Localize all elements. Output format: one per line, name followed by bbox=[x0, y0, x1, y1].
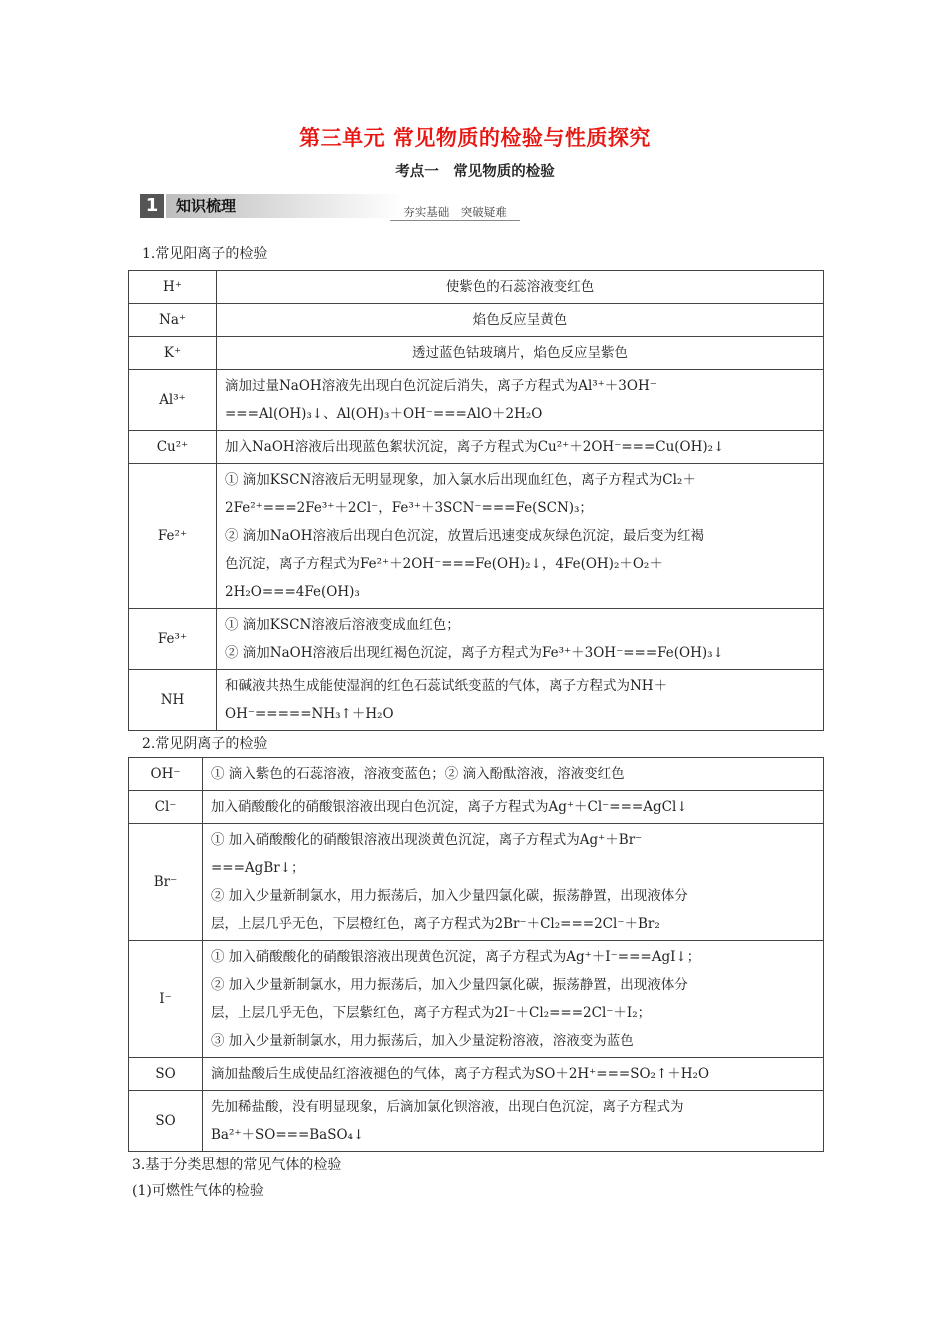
banner-number: 1 bbox=[140, 194, 164, 218]
ion-cell: Al³⁺ bbox=[129, 370, 217, 431]
ion-cell: OH⁻ bbox=[129, 758, 203, 791]
cation-table bbox=[128, 270, 824, 731]
test-description-cell bbox=[203, 791, 824, 824]
ion-cell: SO bbox=[129, 1091, 203, 1152]
description-line: OH⁻=====NH₃↑＋H₂O bbox=[225, 706, 394, 722]
test-description-cell bbox=[203, 758, 824, 791]
description-line: ===Al(OH)₃↓、Al(OH)₃＋OH⁻===AlO＋2H₂O bbox=[225, 406, 543, 422]
description-line: ③ 加入少量新制氯水，用力振荡后，加入少量淀粉溶液，溶液变为蓝色 bbox=[211, 1033, 634, 1049]
table-row bbox=[129, 941, 824, 1058]
test-description-cell bbox=[203, 941, 824, 1058]
anion-heading: 2.常见阴离子的检验 bbox=[142, 736, 268, 752]
description-line: 2H₂O===4Fe(OH)₃ bbox=[225, 584, 360, 600]
test-description-cell bbox=[217, 670, 824, 731]
cation-heading: 1.常见阳离子的检验 bbox=[142, 246, 268, 262]
table-row bbox=[129, 1091, 824, 1152]
test-description-cell bbox=[203, 1058, 824, 1091]
table-row bbox=[129, 670, 824, 731]
ion-cell: Fe²⁺ bbox=[129, 464, 217, 609]
ion-cell: H⁺ bbox=[129, 271, 217, 304]
description-line: ① 加入硝酸酸化的硝酸银溶液出现黄色沉淀，离子方程式为Ag⁺＋I⁻===AgI↓； bbox=[211, 949, 701, 965]
test-description-cell bbox=[203, 824, 824, 941]
description-line: 焰色反应呈黄色 bbox=[472, 312, 568, 328]
description-line: 层，上层几乎无色，下层紫红色，离子方程式为2I⁻＋Cl₂===2Cl⁻＋I₂； bbox=[211, 1005, 652, 1021]
test-description-cell bbox=[217, 271, 824, 304]
description-line: ① 滴入紫色的石蕊溶液，溶液变蓝色；② 滴入酚酞溶液，溶液变红色 bbox=[211, 766, 625, 782]
description-line: Ba²⁺＋SO===BaSO₄↓ bbox=[211, 1127, 365, 1143]
table-row bbox=[129, 609, 824, 670]
gas-heading: 3.基于分类思想的常见气体的检验 bbox=[132, 1157, 342, 1173]
test-description-cell bbox=[217, 609, 824, 670]
table-row bbox=[129, 271, 824, 304]
anion-table bbox=[128, 757, 824, 1152]
table-row bbox=[129, 304, 824, 337]
description-line: 先加稀盐酸，没有明显现象，后滴加氯化钡溶液，出现白色沉淀，离子方程式为 bbox=[211, 1099, 684, 1115]
description-line: 使紫色的石蕊溶液变红色 bbox=[445, 279, 595, 295]
description-line: ② 滴加NaOH溶液后出现白色沉淀，放置后迅速变成灰绿色沉淀，最后变为红褐 bbox=[225, 528, 704, 544]
table-row bbox=[129, 758, 824, 791]
description-line: 层，上层几乎无色，下层橙红色，离子方程式为2Br⁻＋Cl₂===2Cl⁻＋Br₂ bbox=[211, 916, 660, 932]
banner-label: 知识梳理 bbox=[176, 197, 237, 215]
ion-cell: I⁻ bbox=[129, 941, 203, 1058]
description-line: 2Fe²⁺===2Fe³⁺＋2Cl⁻，Fe³⁺＋3SCN⁻===Fe(SCN)₃； bbox=[225, 500, 593, 516]
description-line: ② 滴加NaOH溶液后出现红褐色沉淀，离子方程式为Fe³⁺＋3OH⁻===Fe(OH)₃↓ bbox=[225, 645, 724, 661]
description-line: 滴加过量NaOH溶液先出现白色沉淀后消失，离子方程式为Al³⁺＋3OH⁻ bbox=[225, 378, 657, 394]
table-row bbox=[129, 431, 824, 464]
test-description-cell bbox=[217, 464, 824, 609]
table-row bbox=[129, 337, 824, 370]
ion-cell: Na⁺ bbox=[129, 304, 217, 337]
test-description-cell bbox=[217, 431, 824, 464]
description-line: ① 滴加KSCN溶液后无明显现象，加入氯水后出现血红色，离子方程式为Cl₂＋ bbox=[225, 472, 696, 488]
ion-cell: Br⁻ bbox=[129, 824, 203, 941]
description-line: 加入硝酸酸化的硝酸银溶液出现白色沉淀，离子方程式为Ag⁺＋Cl⁻===AgCl↓ bbox=[211, 799, 688, 815]
description-line: 加入NaOH溶液后出现蓝色絮状沉淀，离子方程式为Cu²⁺＋2OH⁻===Cu(OH)₂↓ bbox=[225, 439, 725, 455]
ion-cell: Cu²⁺ bbox=[129, 431, 217, 464]
table-row bbox=[129, 464, 824, 609]
description-line: ② 加入少量新制氯水，用力振荡后，加入少量四氯化碳，振荡静置，出现液体分 bbox=[211, 888, 688, 904]
test-description-cell bbox=[217, 304, 824, 337]
test-description-cell bbox=[217, 337, 824, 370]
ion-cell: SO bbox=[129, 1058, 203, 1091]
description-line: 和碱液共热生成能使湿润的红色石蕊试纸变蓝的气体，离子方程式为NH＋ bbox=[225, 678, 668, 694]
description-line: 色沉淀，离子方程式为Fe²⁺＋2OH⁻===Fe(OH)₂↓，4Fe(OH)₂＋O₂＋ bbox=[225, 556, 663, 572]
test-description-cell bbox=[217, 370, 824, 431]
section-banner bbox=[140, 192, 520, 222]
ion-cell: Cl⁻ bbox=[129, 791, 203, 824]
table-row bbox=[129, 824, 824, 941]
table-row bbox=[129, 370, 824, 431]
banner-tag: 夯实基础 突破疑难 bbox=[390, 204, 520, 221]
description-line: ① 滴加KSCN溶液后溶液变成血红色； bbox=[225, 617, 460, 633]
description-line: ② 加入少量新制氯水，用力振荡后，加入少量四氯化碳，振荡静置，出现液体分 bbox=[211, 977, 688, 993]
table-row bbox=[129, 1058, 824, 1091]
page-title: 第三单元 常见物质的检验与性质探究 bbox=[299, 126, 651, 150]
description-line: 滴加盐酸后生成使品红溶液褪色的气体，离子方程式为SO＋2H⁺===SO₂↑＋H₂O bbox=[211, 1066, 710, 1082]
page-subtitle: 考点一 常见物质的检验 bbox=[395, 164, 555, 180]
ion-cell: K⁺ bbox=[129, 337, 217, 370]
ion-cell: NH bbox=[129, 670, 217, 731]
description-line: ① 加入硝酸酸化的硝酸银溶液出现淡黄色沉淀，离子方程式为Ag⁺＋Br⁻ bbox=[211, 832, 643, 848]
test-description-cell bbox=[203, 1091, 824, 1152]
ion-cell: Fe³⁺ bbox=[129, 609, 217, 670]
description-line: ===AgBr↓； bbox=[211, 860, 305, 876]
table-row bbox=[129, 791, 824, 824]
gas-subheading: (1)可燃性气体的检验 bbox=[132, 1183, 264, 1199]
description-line: 透过蓝色钴玻璃片，焰色反应呈紫色 bbox=[412, 345, 628, 361]
